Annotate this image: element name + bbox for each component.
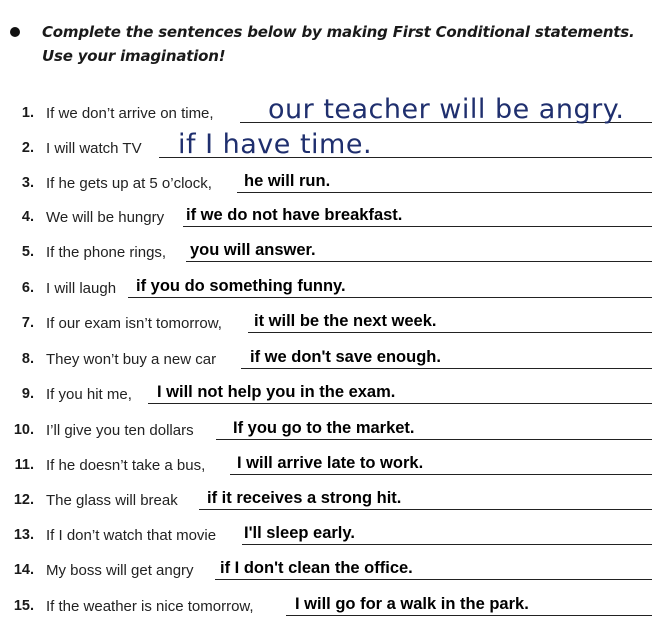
answer-line [215, 579, 652, 580]
item-number: 3. [21, 175, 34, 191]
item-prompt: If I don’t watch that movie [46, 527, 217, 544]
item-number: 2. [21, 140, 34, 156]
item-prompt: If the phone rings, [46, 244, 167, 261]
list-item [0, 339, 672, 373]
item-answer: if it receives a strong hit. [207, 489, 402, 507]
list-item [0, 550, 672, 584]
item-answer: I will go for a walk in the park. [295, 595, 529, 613]
answer-line [186, 261, 652, 262]
item-number: 15. [13, 598, 34, 614]
answer-line [216, 439, 652, 440]
item-answer: I will arrive late to work. [237, 454, 424, 472]
item-answer: if you do something funny. [136, 277, 346, 295]
item-prompt: If you hit me, [46, 386, 132, 403]
list-item [0, 303, 672, 337]
answer-line [237, 192, 652, 193]
item-prompt: If he gets up at 5 o’clock, [46, 175, 212, 192]
item-prompt: They won’t buy a new car [46, 351, 217, 368]
answer-line [199, 509, 652, 510]
list-item [0, 586, 672, 620]
item-prompt: If we don’t arrive on time, [46, 105, 214, 122]
list-item [0, 410, 672, 444]
item-number: 1. [21, 105, 34, 121]
item-prompt: We will be hungry [46, 209, 165, 226]
item-answer: If you go to the market. [233, 419, 415, 437]
answer-line [230, 474, 652, 475]
item-prompt: My boss will get angry [46, 562, 194, 579]
item-answer: if we don't save enough. [250, 348, 441, 366]
item-answer: if I don't clean the office. [220, 559, 413, 577]
item-answer: it will be the next week. [254, 312, 437, 330]
item-answer: if we do not have breakfast. [186, 206, 403, 224]
item-number: 8. [21, 351, 34, 367]
item-number: 13. [13, 527, 34, 543]
item-number: 9. [21, 386, 34, 402]
item-number: 14. [13, 562, 34, 578]
item-answer: he will run. [244, 172, 331, 190]
item-number: 10. [13, 422, 34, 438]
item-answer: if I have time. [178, 129, 373, 160]
item-number: 6. [21, 280, 34, 296]
item-answer: our teacher will be angry. [268, 94, 625, 125]
list-item [0, 268, 672, 302]
answer-line [128, 297, 652, 298]
answer-line [183, 226, 652, 227]
item-answer: you will answer. [190, 241, 316, 259]
list-item [0, 163, 672, 197]
list-item [0, 93, 672, 127]
list-item [0, 232, 672, 266]
item-number: 4. [21, 209, 34, 225]
list-item [0, 128, 672, 162]
item-prompt: I’ll give you ten dollars [46, 422, 194, 439]
instructions-text: Complete the sentences below by making First Conditional statements. Use your imagination! [42, 23, 635, 65]
bullet-point [10, 27, 20, 37]
answer-line [248, 332, 652, 333]
list-item [0, 515, 672, 549]
answer-line [286, 615, 652, 616]
answer-line [242, 544, 652, 545]
item-number: 7. [21, 315, 34, 331]
item-number: 11. [14, 457, 34, 473]
item-prompt: The glass will break [46, 492, 178, 509]
item-prompt: If our exam isn’t tomorrow, [46, 315, 222, 332]
list-item [0, 445, 672, 479]
answer-line [241, 368, 652, 369]
list-item [0, 197, 672, 231]
item-answer: I'll sleep early. [244, 524, 355, 542]
list-item [0, 374, 672, 408]
item-prompt: If the weather is nice tomorrow, [46, 598, 254, 615]
item-number: 5. [21, 244, 34, 260]
item-number: 12. [13, 492, 34, 508]
item-prompt: I will watch TV [46, 140, 142, 157]
item-prompt: I will laugh [46, 280, 117, 297]
list-item [0, 480, 672, 514]
answer-line [148, 403, 652, 404]
item-prompt: If he doesn’t take a bus, [46, 457, 206, 474]
item-answer: I will not help you in the exam. [157, 383, 396, 401]
